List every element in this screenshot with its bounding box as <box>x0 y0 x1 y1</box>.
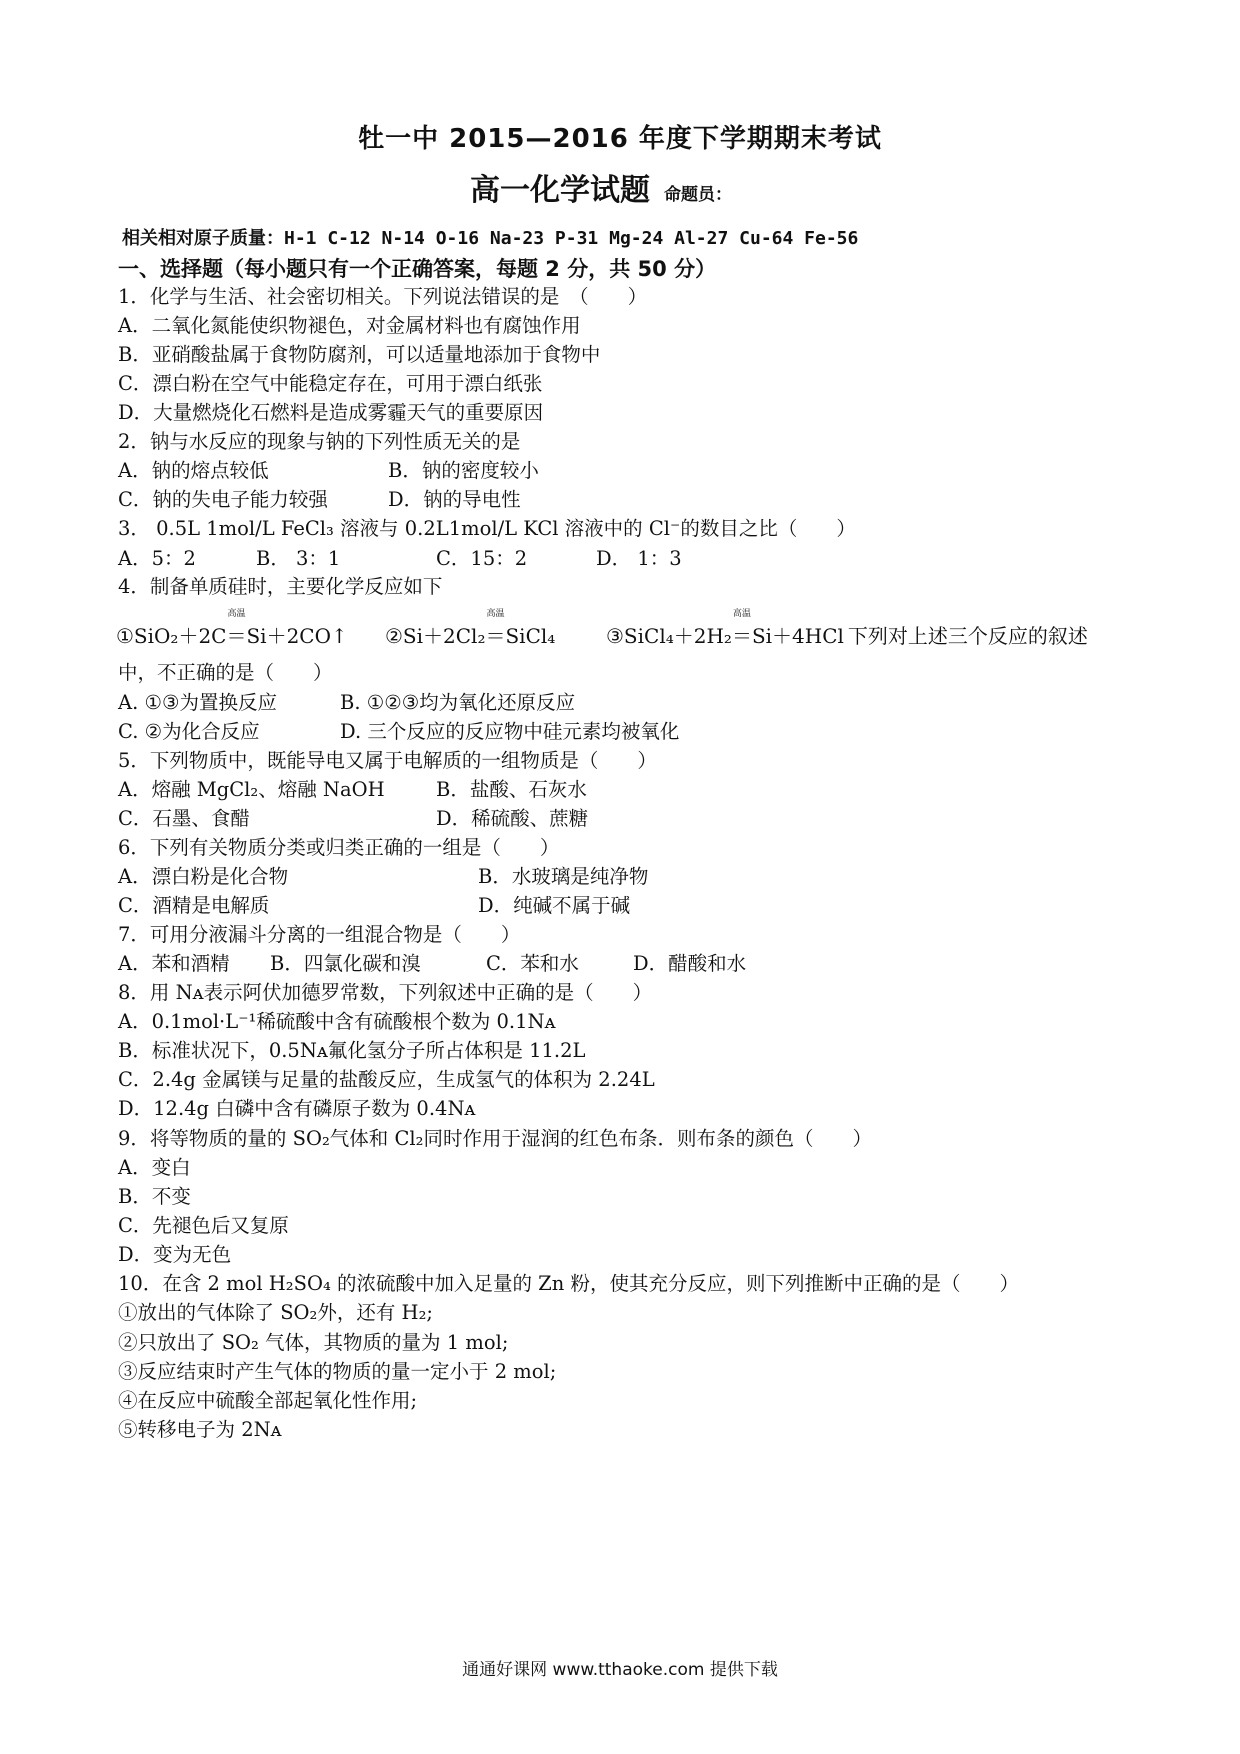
eq3-reactants: ③SiCl₄＋2H₂ <box>606 624 732 648</box>
q7-stem: 7．可用分液漏斗分离的一组混合物是（ ） <box>118 923 521 946</box>
q5-stem: 5．下列物质中，既能导电又属于电解质的一组物质是（ ） <box>118 749 657 772</box>
q4-equation-3 <box>606 609 1088 649</box>
q8-option-d: D．12.4g 白磷中含有磷原子数为 0.4Nᴀ <box>118 1097 476 1120</box>
q4-option-b: B. ①②③均为氧化还原反应 <box>340 691 576 714</box>
q6-option-a: A．漂白粉是化合物 <box>118 865 289 888</box>
eq1-condition: 高温 <box>227 609 246 619</box>
q9-option-d: D．变为无色 <box>118 1243 232 1266</box>
setter-label: 命题员： <box>664 185 732 205</box>
eq-tail: 下列对上述三个反应的叙述 <box>847 624 1088 648</box>
q6-option-b: B．水玻璃是纯净物 <box>478 865 649 888</box>
subject-title: 高一化学试题 <box>470 173 650 208</box>
q6-option-d: D．纯碱不属于碱 <box>478 894 631 917</box>
q6-stem: 6．下列有关物质分类或归类正确的一组是（ ） <box>118 836 560 859</box>
q4-option-d: D. 三个反应的反应物中硅元素均被氧化 <box>340 720 680 743</box>
q6-option-c: C．酒精是电解质 <box>118 894 270 917</box>
page-footer: 通通好课网 www.tthaoke.com 提供下载 <box>462 1660 778 1680</box>
q5-row1 <box>118 777 587 803</box>
eq2-products: SiCl₄ <box>505 624 556 648</box>
q4-option-a: A. ①③为置换反应 <box>118 691 277 714</box>
section-heading: 一、选择题（每小题只有一个正确答案，每题 2 分，共 50 分） <box>118 257 717 281</box>
q10-statement-5: ⑤转移电子为 2Nᴀ <box>118 1418 282 1441</box>
eq1-equals: 高温 ＝ <box>226 620 246 649</box>
q10-statement-4: ④在反应中硫酸全部起氧化性作用; <box>118 1389 418 1412</box>
q10-statement-1: ①放出的气体除了 SO₂外，还有 H₂; <box>118 1301 433 1324</box>
eq2-reactants: ②Si＋2Cl₂ <box>385 624 486 648</box>
exam-subtitle <box>470 165 732 209</box>
q3-option-a: A．5：2 <box>118 547 196 570</box>
q8-option-c: C．2.4g 金属镁与足量的盐酸反应，生成氢气的体积为 2.24L <box>118 1068 655 1091</box>
q8-option-a: A．0.1mol·L⁻¹稀硫酸中含有硫酸根个数为 0.1Nᴀ <box>118 1010 556 1033</box>
q5-option-d: D．稀硫酸、蔗糖 <box>436 807 589 830</box>
eq2-equals: 高温 ＝ <box>485 620 505 649</box>
q4-row2 <box>118 719 680 745</box>
q7-option-d: D．醋酸和水 <box>633 952 747 975</box>
q2-option-d: D．钠的导电性 <box>388 488 521 511</box>
q8-stem: 8．用 Nᴀ表示阿伏加德罗常数，下列叙述中正确的是（ ） <box>118 981 653 1004</box>
q7-option-a: A．苯和酒精 <box>118 952 230 975</box>
q1-option-a: A．二氧化氮能使织物褪色，对金属材料也有腐蚀作用 <box>118 314 581 337</box>
q10-statement-2: ②只放出了 SO₂ 气体，其物质的量为 1 mol; <box>118 1331 509 1354</box>
q4-equations <box>116 609 348 649</box>
q2-row1 <box>118 458 539 484</box>
q2-option-c: C．钠的失电子能力较强 <box>118 488 328 511</box>
q6-row1 <box>118 864 649 890</box>
q1-stem: 1．化学与生活、社会密切相关。下列说法错误的是 （ ） <box>118 285 648 308</box>
q4-equation-2 <box>385 609 556 649</box>
q5-option-a: A．熔融 MgCl₂、熔融 NaOH <box>118 778 385 801</box>
eq3-products: Si＋4HCl <box>751 624 844 648</box>
exam-title: 牡一中 2015—2016 年度下学期期末考试 <box>358 124 882 154</box>
q3-stem: 3． 0.5L 1mol/L FeCl₃ 溶液与 0.2L1mol/L KCl 溶液中的 Cl⁻的数目之比（ ） <box>118 517 856 540</box>
eq3-equals: 高温 ＝ <box>732 620 752 649</box>
q4-option-c: C. ②为化合反应 <box>118 720 260 743</box>
eq1-products: Si＋2CO↑ <box>246 624 348 648</box>
q2-option-a: A．钠的熔点较低 <box>118 459 269 482</box>
q2-option-b: B．钠的密度较小 <box>388 459 539 482</box>
q4-row1 <box>118 690 576 716</box>
q6-row2 <box>118 893 631 919</box>
q9-option-b: B．不变 <box>118 1185 191 1208</box>
q5-option-c: C．石墨、食醋 <box>118 807 250 830</box>
q3-option-c: C．15：2 <box>436 547 528 570</box>
q2-row2 <box>118 487 521 513</box>
q10-statement-3: ③反应结束时产生气体的物质的量一定小于 2 mol; <box>118 1360 557 1383</box>
q3-options <box>118 546 682 572</box>
q10-stem: 10．在含 2 mol H₂SO₄ 的浓硫酸中加入足量的 Zn 粉，使其充分反应，则下列推断中正确的是（ ） <box>118 1272 1019 1295</box>
eq1-reactants: ①SiO₂＋2C <box>116 624 227 648</box>
q8-option-b: B．标准状况下，0.5Nᴀ氟化氢分子所占体积是 11.2L <box>118 1039 586 1062</box>
q7-option-c: C．苯和水 <box>486 952 579 975</box>
q4-stem: 4．制备单质硅时，主要化学反应如下 <box>118 575 443 598</box>
q3-option-b: B． 3：1 <box>256 547 341 570</box>
q9-option-a: A．变白 <box>118 1156 191 1179</box>
q9-stem: 9．将等物质的量的 SO₂气体和 Cl₂同时作用于湿润的红色布条．则布条的颜色（ ） <box>118 1127 872 1150</box>
q1-option-d: D．大量燃烧化石燃料是造成雾霾天气的重要原因 <box>118 401 544 424</box>
q3-option-d: D． 1：3 <box>596 547 682 570</box>
q4-stem-2: 中，不正确的是（ ） <box>118 661 333 684</box>
q1-option-c: C．漂白粉在空气中能稳定存在，可用于漂白纸张 <box>118 372 543 395</box>
q2-stem: 2．钠与水反应的现象与钠的下列性质无关的是 <box>118 430 521 453</box>
q5-row2 <box>118 806 589 832</box>
q7-options <box>118 951 747 977</box>
atomic-masses: 相关相对原子质量：H-1 C-12 N-14 O-16 Na-23 P-31 Mg-24 Al-27 Cu-64 Fe-56 <box>122 228 859 249</box>
q1-option-b: B．亚硝酸盐属于食物防腐剂，可以适量地添加于食物中 <box>118 343 601 366</box>
eq2-condition: 高温 <box>486 609 505 619</box>
eq3-condition: 高温 <box>732 609 751 619</box>
q9-option-c: C．先褪色后又复原 <box>118 1214 289 1237</box>
q7-option-b: B．四氯化碳和溴 <box>270 952 421 975</box>
q5-option-b: B．盐酸、石灰水 <box>436 778 587 801</box>
